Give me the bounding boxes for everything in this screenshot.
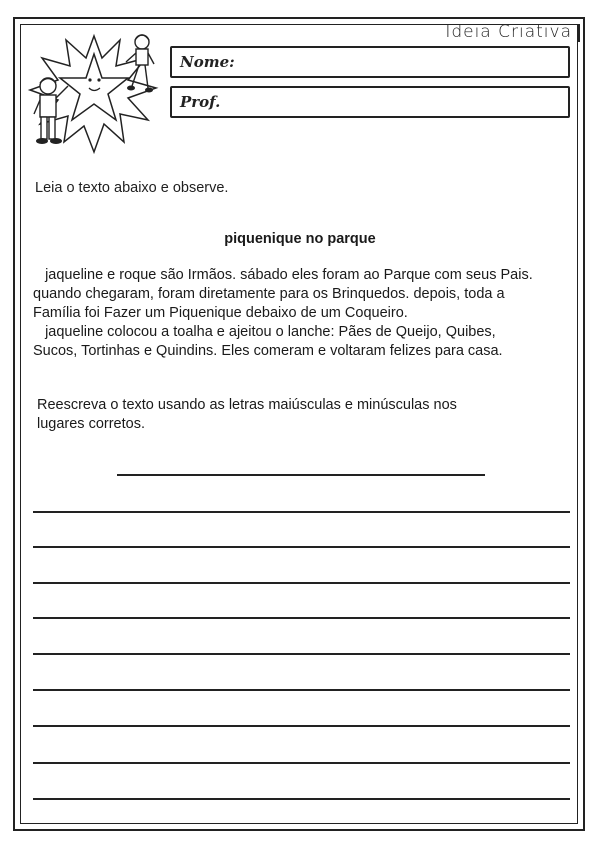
writing-line[interactable]	[33, 762, 570, 764]
name-field[interactable]	[170, 46, 570, 78]
story-line: Família foi Fazer um Piquenique debaixo de um Coqueiro.	[33, 305, 408, 321]
story-paragraph	[33, 266, 573, 361]
name-label: Nome:	[180, 53, 235, 71]
story-line: Sucos, Tortinhas e Quindins. Eles comeram e voltaram felizes para casa.	[33, 343, 503, 359]
writing-line[interactable]	[33, 546, 570, 548]
writing-line[interactable]	[33, 511, 570, 513]
reading-instruction: Leia o texto abaixo e observe.	[35, 180, 229, 196]
writing-line[interactable]	[33, 689, 570, 691]
brand-divider	[578, 24, 580, 42]
writing-line[interactable]	[33, 725, 570, 727]
writing-line[interactable]	[33, 617, 570, 619]
story-line: quando chegaram, foram diretamente para os Brinquedos. depois, toda a	[33, 286, 505, 302]
exercise-instruction	[37, 396, 557, 434]
exercise-line: lugares corretos.	[37, 416, 145, 432]
children-with-star-icon	[24, 28, 164, 163]
story-line: jaqueline colocou a toalha e ajeitou o lanche: Pães de Queijo, Quibes,	[33, 324, 496, 340]
exercise-line: Reescreva o texto usando as letras maiúsculas e minúsculas nos	[37, 397, 457, 413]
brand-label: Ideia Criativa	[445, 22, 572, 42]
story-title: piquenique no parque	[224, 231, 376, 247]
writing-line[interactable]	[33, 653, 570, 655]
writing-line[interactable]	[33, 582, 570, 584]
writing-line[interactable]	[33, 798, 570, 800]
teacher-label: Prof.	[180, 93, 221, 111]
story-line: jaqueline e roque são Irmãos. sábado eles foram ao Parque com seus Pais.	[33, 267, 533, 283]
teacher-field[interactable]	[170, 86, 570, 118]
title-writing-line[interactable]	[117, 474, 485, 476]
